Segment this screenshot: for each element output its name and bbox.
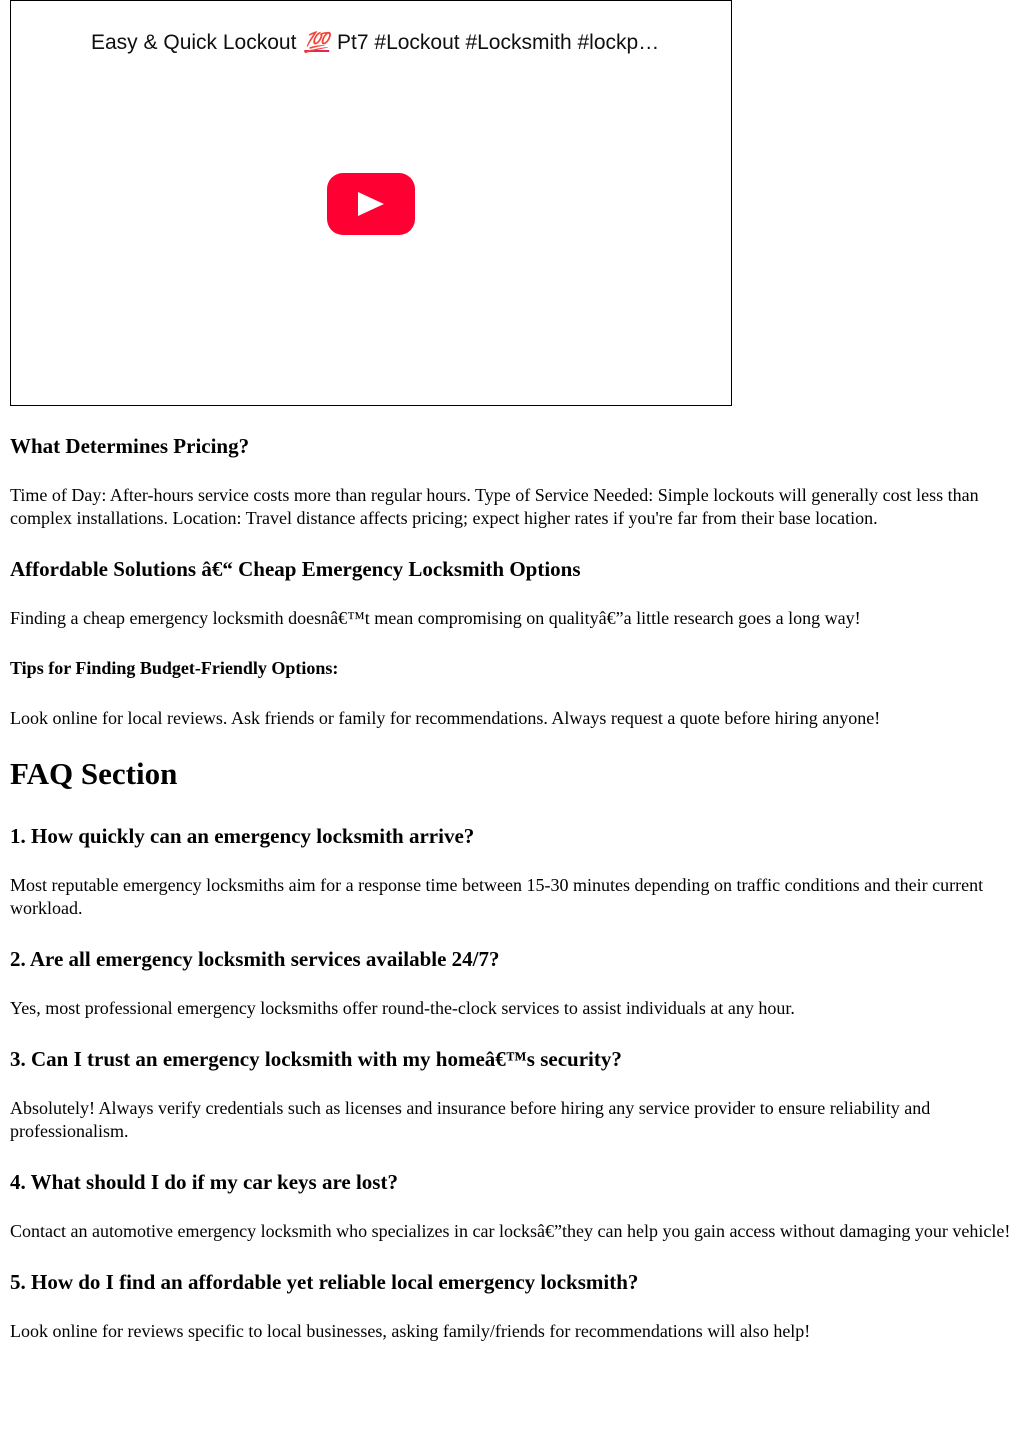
video-title[interactable] [91,27,721,59]
affordable-heading: Affordable Solutions â€“ Cheap Emergency Locksmith Options [10,557,581,581]
faq-item [10,824,1014,920]
pricing-paragraph: Time of Day: After-hours service costs more than regular hours. Type of Service Needed: Simple lockouts will generally cost less than complex installations. Location: Travel distance affects pricing; expect higher rates if you're far from their base location. [10,485,979,528]
faq-question: 4. What should I do if my car keys are lost? [10,1170,398,1194]
faq-answer: Absolutely! Always verify credentials such as licenses and insurance before hiring any service provider to ensure reliability and professionalism. [10,1098,931,1141]
video-title-part2: Pt7 #Lockout #Locksmith #lockp… [337,31,660,54]
faq-answer: Most reputable emergency locksmiths aim for a response time between 15-30 minutes depending on traffic conditions and their current workload. [10,875,984,918]
faq-item [10,947,1014,1020]
affordable-paragraph: Finding a cheap emergency locksmith doesnâ€™t mean compromising on qualityâ€”a little research goes a long way! [10,608,861,628]
tips-heading: Tips for Finding Budget-Friendly Options: [10,658,339,678]
faq-answer: Yes, most professional emergency locksmiths offer round-the-clock services to assist individuals at any hour. [10,998,795,1018]
pricing-heading: What Determines Pricing? [10,434,250,458]
hundred-points-icon: 💯 [304,32,330,54]
faq-item [10,1047,1014,1143]
faq-answer: Contact an automotive emergency locksmith who specializes in car locksâ€”they can help you gain access without damaging your vehicle! [10,1221,1011,1241]
faq-item [10,1270,1014,1343]
faq-heading: FAQ Section [10,756,178,791]
faq-question: 3. Can I trust an emergency locksmith with my homeâ€™s security? [10,1047,622,1071]
faq-answer: Look online for reviews specific to local businesses, asking family/friends for recommendations will also help! [10,1321,811,1341]
faq-question: 2. Are all emergency locksmith services available 24/7? [10,947,500,971]
faq-list [10,824,1014,1343]
play-button[interactable] [327,173,415,235]
faq-question: 5. How do I find an affordable yet reliable local emergency locksmith? [10,1270,639,1294]
faq-item [10,1170,1014,1243]
faq-question: 1. How quickly can an emergency locksmith arrive? [10,824,475,848]
video-title-part1: Easy & Quick Lockout [91,31,297,54]
video-embed[interactable] [10,0,732,406]
tips-paragraph: Look online for local reviews. Ask friends or family for recommendations. Always request a quote before hiring anyone! [10,708,881,728]
youtube-play-icon [358,192,384,216]
